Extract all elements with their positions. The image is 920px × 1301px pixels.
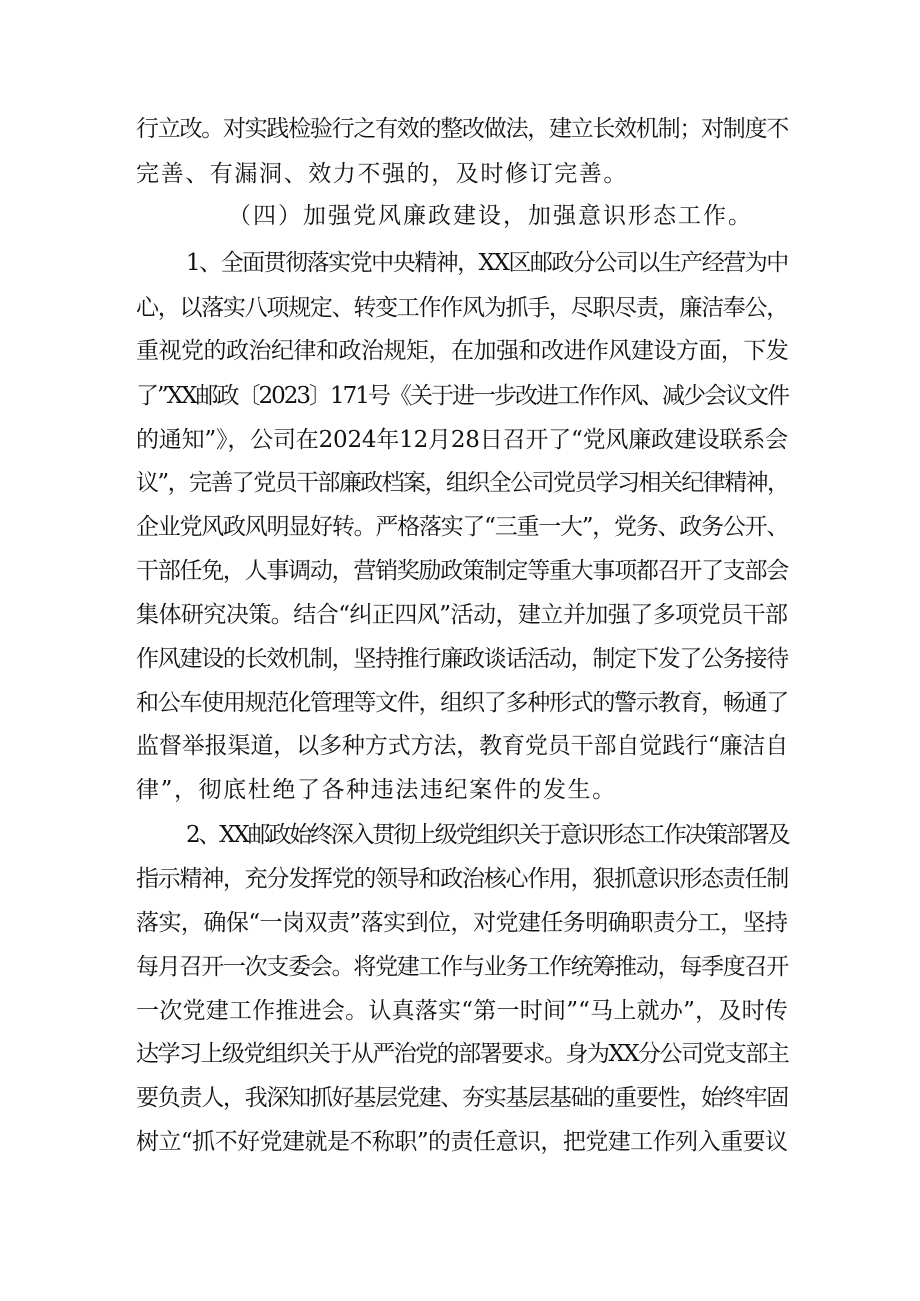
paragraph-line: 作风建设的长效机制，坚持推行廉政谈话活动，制定下发了公务接待: [136, 646, 789, 672]
paragraph-line: 2、XX邮政始终深入贯彻上级党组织关于意识形态工作决策部署及: [186, 822, 789, 848]
paragraph-line: 监督举报渠道，以多种方式方法，教育党员干部自觉践行“廉洁自: [136, 733, 789, 759]
paragraph-line: 达学习上级党组织关于从严治党的部署要求。身为XX分公司党支部主: [136, 1041, 789, 1067]
paragraph-line: 完善、有漏洞、效力不强的，及时修订完善。: [136, 161, 628, 187]
paragraph-line: 行立改。对实践检验行之有效的整改做法，建立长效机制；对制度不: [136, 116, 789, 142]
paragraph-line: 指示精神，充分发挥党的领导和政治核心作用，狠抓意识形态责任制: [136, 866, 789, 892]
paragraph-line: 心，以落实八项规定、转变工作作风为抓手，尽职尽责，廉洁奉公，: [136, 295, 789, 321]
paragraph-line: 树立“抓不好党建就是不称职”的责任意识，把党建工作列入重要议: [136, 1129, 788, 1155]
paragraph-line: 的通知”》，公司在2024年12月28日召开了“党风廉政建设联系会: [136, 427, 788, 453]
paragraph-line: 集体研究决策。结合“纠正四风”活动，建立并加强了多项党员干部: [136, 602, 788, 628]
paragraph-line: 落实，确保“一岗双责”落实到位，对党建任务明确职责分工，坚持: [136, 910, 788, 936]
paragraph-line: 要负责人，我深知抓好基层党建、夯实基层基础的重要性，始终牢固: [136, 1085, 789, 1111]
paragraph-line: 和公车使用规范化管理等文件，组织了多种形式的警示教育，畅通了: [136, 690, 789, 716]
paragraph-line: 律”，彻底杜绝了各种违法违纪案件的发生。: [136, 777, 617, 803]
paragraph-line: 1、全面贯彻落实党中央精神，XX区邮政分公司以生产经营为中: [186, 250, 788, 276]
section-heading: （四）加强党风廉政建设，加强意识形态工作。: [228, 203, 753, 229]
paragraph-line: 议”，完善了党员干部廉政档案，组织全公司党员学习相关纪律精神，: [136, 470, 789, 496]
paragraph-line: 企业党风政风明显好转。严格落实了“三重一大”，党务、政务公开、: [136, 514, 789, 540]
paragraph-line: 每月召开一次支委会。将党建工作与业务工作统筹推动，每季度召开: [136, 954, 789, 980]
paragraph-line: 了”XX邮政〔2023〕171号《关于进一步改进工作作风、减少会议文件: [136, 383, 788, 409]
paragraph-line: 干部任免，人事调动，营销奖励政策制定等重大事项都召开了支部会: [136, 558, 789, 584]
paragraph-line: 重视党的政治纪律和政治规矩，在加强和改进作风建设方面，下发: [136, 338, 789, 364]
paragraph-line: 一次党建工作推进会。认真落实“第一时间”“马上就办”，及时传: [136, 998, 789, 1024]
